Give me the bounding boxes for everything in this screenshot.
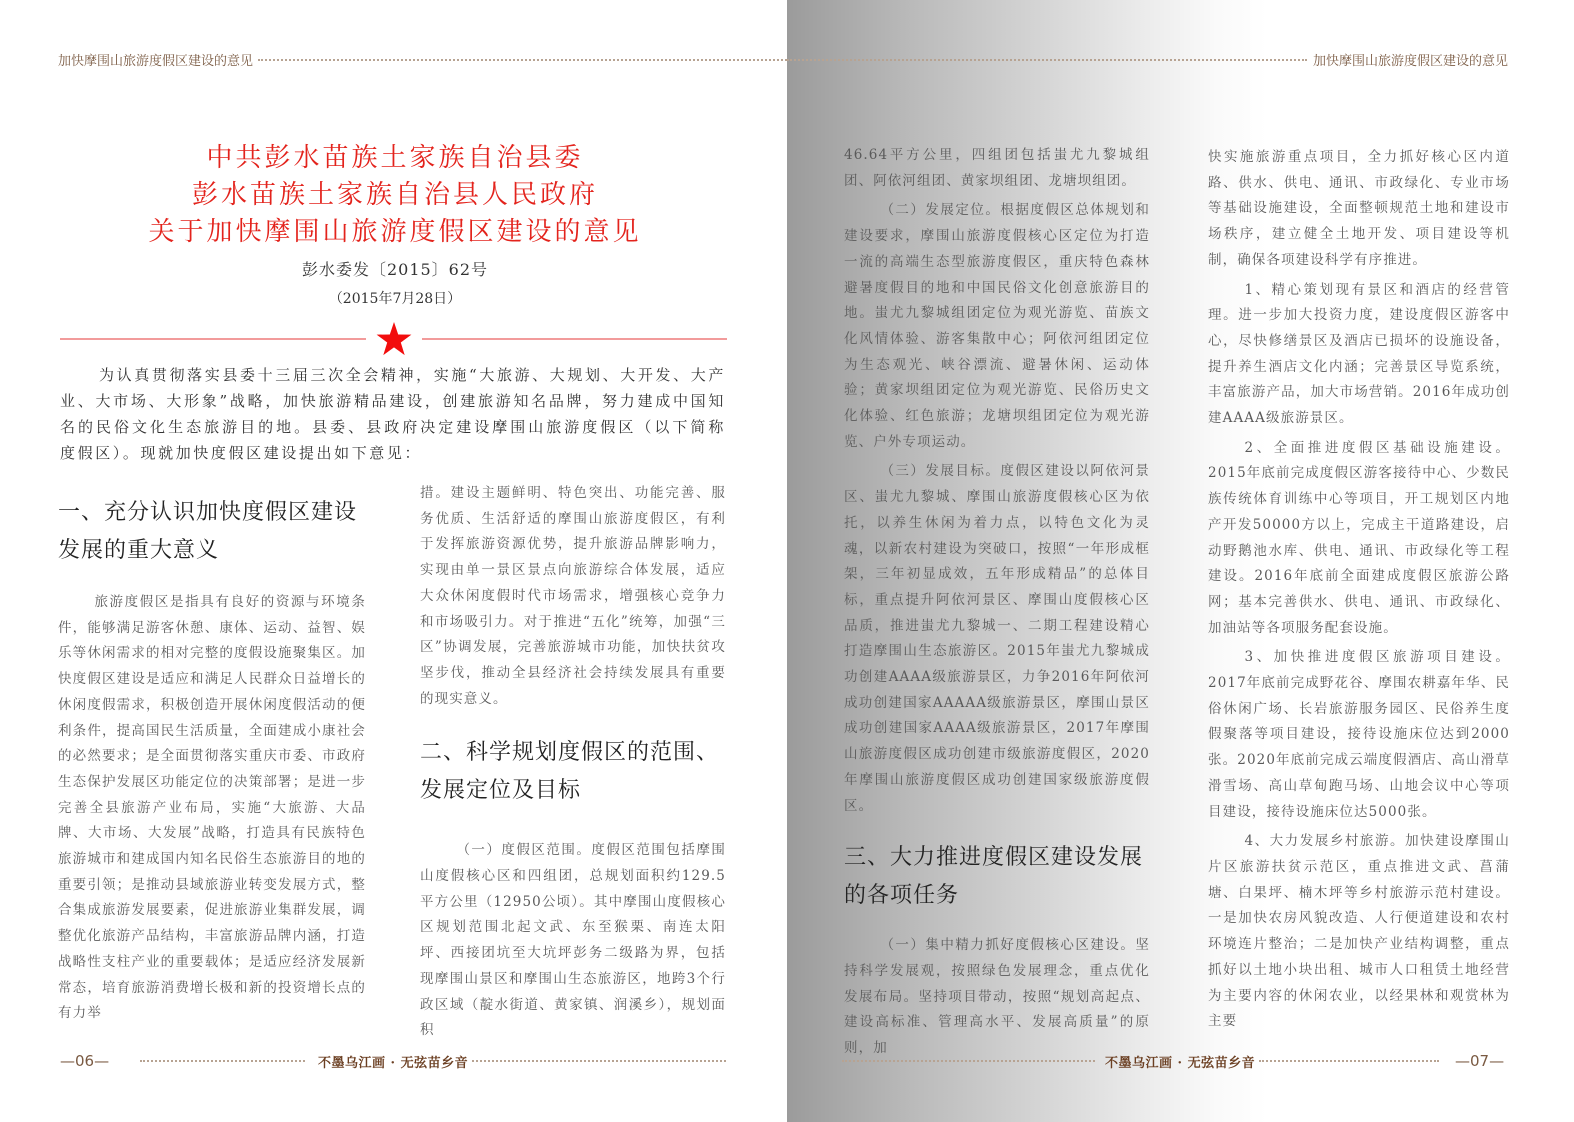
task-item-1: 1、精心策划现有景区和酒店的经营管理。进一步加大投资力度，建设度假区游客中心，尽快修缮景区及酒店已损坏的设施设备，提升养生酒店文化内涵；完善景区导览系统，丰富旅游产品，加大市场营销。2016年成功创建AAAA级旅游景区。 [1208, 281, 1510, 427]
section-1-heading-line-1: 一、充分认识加快度假区建设 [58, 500, 358, 525]
document-title-block [60, 140, 730, 308]
document-number: 彭水委发〔2015〕62号 [301, 260, 489, 279]
section-2-heading [420, 734, 726, 810]
left-column-2 [420, 481, 726, 1044]
running-head-dotted-rule-right [787, 59, 1307, 61]
footer-dotted-rule-right-b [1259, 1060, 1439, 1062]
section-3-core-area-paragraph: （一）集中精力抓好度假核心区建设。坚持科学发展观，按照绿色发展理念，重点优化发展布局。坚持项目带动，按照“规划高起点、建设高标准、管理高水平、发展高质量”的原则，加 [844, 937, 1150, 1057]
title-line-2: 彭水苗族土家族自治县人民政府 [191, 180, 598, 210]
section-1-paragraph: 旅游度假区是指具有良好的资源与环境条件，能够满足游客休憩、康体、运动、益智、娱乐等休闲需求的相对完整的度假设施聚集区。加快度假区建设是适应和满足人民群众日益增长的休闲度假需求，积极创造开展休闲度假活动的便利条件，提高国民生活质量，全面建成小康社会的必然要求；是全面贯彻落实重庆市委、市政府生态保护发展区功能定位的决策部署；是进一步完善全县旅游产业布局，实施“大旅游、大品牌、大市场、大发展”战略，打造具有民族特色旅游城市和建成国内知名民俗生态旅游目的地的重要引领；是推动县域旅游业转变发展方式，整合集成旅游发展要素，促进旅游业集群发展，调整优化旅游产品结构，丰富旅游品牌内涵，打造战略性支柱产业的重要载体；是适应经济发展新常态，培育旅游消费增长极和新的投资增长点的有力举 [58, 594, 366, 1022]
document-date: （2015年7月28日） [328, 291, 462, 307]
right-page [787, 0, 1574, 1122]
task-item-4: 4、大力发展乡村旅游。加快建设摩围山片区旅游扶贫示范区，重点推进文武、菖蒲塘、白果坪、楠木坪等乡村旅游示范村建设。一是加快农房风貌改造、人行便道建设和农村环境连片整治；二是加快产业结构调整，重点抓好以土地小块出租、城市人口租赁土地经营为主要内容的休闲农业，以经果林和观赏林为主要 [1208, 833, 1510, 1030]
section-2-positioning-paragraph: （二）发展定位。根据度假区总体规划和建设要求，摩围山旅游度假核心区定位为打造一流的高端生态型旅游度假区，重庆特色森林避暑度假目的地和中国民俗文化创意旅游目的地。蚩尤九黎城组团定位为观光游览、苗族文化风情体验、游客集散中心；阿依河组团定位为生态观光、峡谷漂流、避暑休闲、运动体验；黄家坝组团定位为观光游览、民俗历史文化体验、红色旅游；龙塘坝组团定位为观光游览、户外专项运动。 [844, 202, 1150, 450]
left-footer-slogan-wrap [318, 1052, 468, 1071]
title-line-3: 关于加快摩围山旅游度假区建设的意见 [148, 217, 642, 247]
running-head-left: 加快摩围山旅游度假区建设的意见 [58, 54, 254, 69]
section-2-goals-paragraph: （三）发展目标。度假区建设以阿依河景区、蚩尤九黎城、摩围山旅游度假核心区为依托，以养生休闲为着力点，以特色文化为灵魂，以新农村建设为突破口，按照“一年形成框架，三年初显成效，五年形成精品”的总体目标，重点提升阿依河景区、摩围山度假核心区品质，推进蚩尤九黎城一、二期工程建设精心打造摩围山生态旅游区。2015年蚩尤九黎城成功创建AAAA级旅游景区，力争2016年阿依河成功创建国家AAAAA级旅游景区，摩围山景区成功创建国家AAAA级旅游景区，2017年摩围山旅游度假区成功创建市级旅游度假区，2020年摩围山旅游度假区成功创建国家级旅游度假区。 [844, 463, 1150, 814]
running-head-dotted-rule [258, 59, 787, 61]
title-line-1: 中共彭水苗族土家族自治县委 [206, 143, 584, 173]
right-column-2 [1208, 145, 1510, 1035]
footer-slogan-right: 不墨乌江画 · 无弦苗乡音 [1105, 1056, 1256, 1071]
footer-slogan-left: 不墨乌江画 · 无弦苗乡音 [318, 1056, 469, 1071]
right-footer-slogan-wrap [1105, 1052, 1255, 1071]
running-head-right: 加快摩围山旅游度假区建设的意见 [1313, 54, 1509, 69]
page-number-left: —06— [60, 1052, 110, 1070]
right-column-1 [844, 143, 1150, 1062]
section-1-paragraph-continued: 措。建设主题鲜明、特色突出、功能完善、服务优质、生活舒适的摩围山旅游度假区，有利于发挥旅游资源优势，提升旅游品牌影响力，实现由单一景区景点向旅游综合体发展，适应大众休闲度假时代市场需求，增强核心竞争力和市场吸引力。对于推进“五化”统筹，加强“三区”协调发展，完善旅游城市功能，加快扶贫攻坚步伐，推动全县经济社会持续发展具有重要的现实意义。 [420, 485, 726, 707]
footer-dotted-rule-right-a [842, 1060, 1095, 1062]
section-3-heading [844, 839, 1150, 915]
footer-dotted-rule-left-a [140, 1060, 305, 1062]
red-divider-left [60, 338, 366, 340]
left-footer [60, 1052, 109, 1070]
section-1-heading-line-2: 发展的重大意义 [58, 538, 220, 563]
task-item-2: 2、全面推进度假区基础设施建设。2015年底前完成度假区游客接待中心、少数民族传统体育训练中心等项目，开工规划区内地产开发50000方以上，完成主干道路建设，启动野鹅池水库、供电、通讯、市政绿化等工程建设。2016年底前全面建成度假区旅游公路网；基本完善供水、供电、通讯、市政绿化、加油站等各项服务配套设施。 [1208, 439, 1510, 636]
section-2-scope-paragraph: （一）度假区范围。度假区范围包括摩围山度假核心区和四组团，总规划面积约129.5平方公里（12950公顷）。其中摩围山度假核心区规划范围北起文武、东至猴栗、南连太阳坪、西接团坑至大坑坪彭务二级路为界，包括现摩围山景区和摩围山生态旅游区，地跨3个行政区域（靛水街道、黄家镇、润溪乡），规划面积 [420, 842, 726, 1039]
section-2-heading-line-1: 二、科学规划度假区的范围、 [420, 740, 720, 766]
left-column-1 [58, 494, 366, 1027]
right-footer [1455, 1052, 1504, 1070]
section-3-heading-line-2: 的各项任务 [844, 883, 960, 909]
section-3-heading-line-1: 三、大力推进度假区建设发展 [844, 845, 1144, 871]
section-2-heading-line-2: 发展定位及目标 [420, 778, 582, 804]
task-item-3: 3、加快推进度假区旅游项目建设。2017年底前完成野花谷、摩围农耕嘉年华、民俗休闲广场、长岩旅游服务园区、民俗养生度假聚落等项目建设，接待设施床位达到2000张。2020年底前完成云端度假酒店、高山滑草滑雪场、高山草甸跑马场、山地会议中心等项目建设，接待设施床位达5000张。 [1208, 649, 1510, 820]
footer-dotted-rule-left-b [472, 1060, 726, 1062]
red-star-icon [376, 321, 412, 357]
section-2-scope-continued: 46.64平方公里，四组团包括蚩尤九黎城组团、阿依河组团、黄家坝组团、龙塘坝组团。 [844, 147, 1150, 189]
intro-paragraph: 为认真贯彻落实县委十三届三次全会精神，实施“大旅游、大规划、大开发、大产业、大市场、大形象”战略，加快旅游精品建设，创建旅游知名品牌，努力建成中国知名的民俗文化生态旅游目的地。县委、县政府决定建设摩围山旅游度假区（以下简称度假区）。现就加快度假区建设提出如下意见： [60, 366, 726, 462]
red-divider-right [422, 338, 727, 340]
page-number-right: —07— [1455, 1052, 1505, 1070]
section-3-core-area-continued: 快实施旅游重点项目，全力抓好核心区内道路、供水、供电、通讯、市政绿化、专业市场等基础设施建设，全面整顿规范土地和建设市场秩序，建立健全土地开发、项目建设等机制，确保各项建设科学有序推进。 [1208, 149, 1510, 268]
section-1-heading [58, 494, 366, 570]
